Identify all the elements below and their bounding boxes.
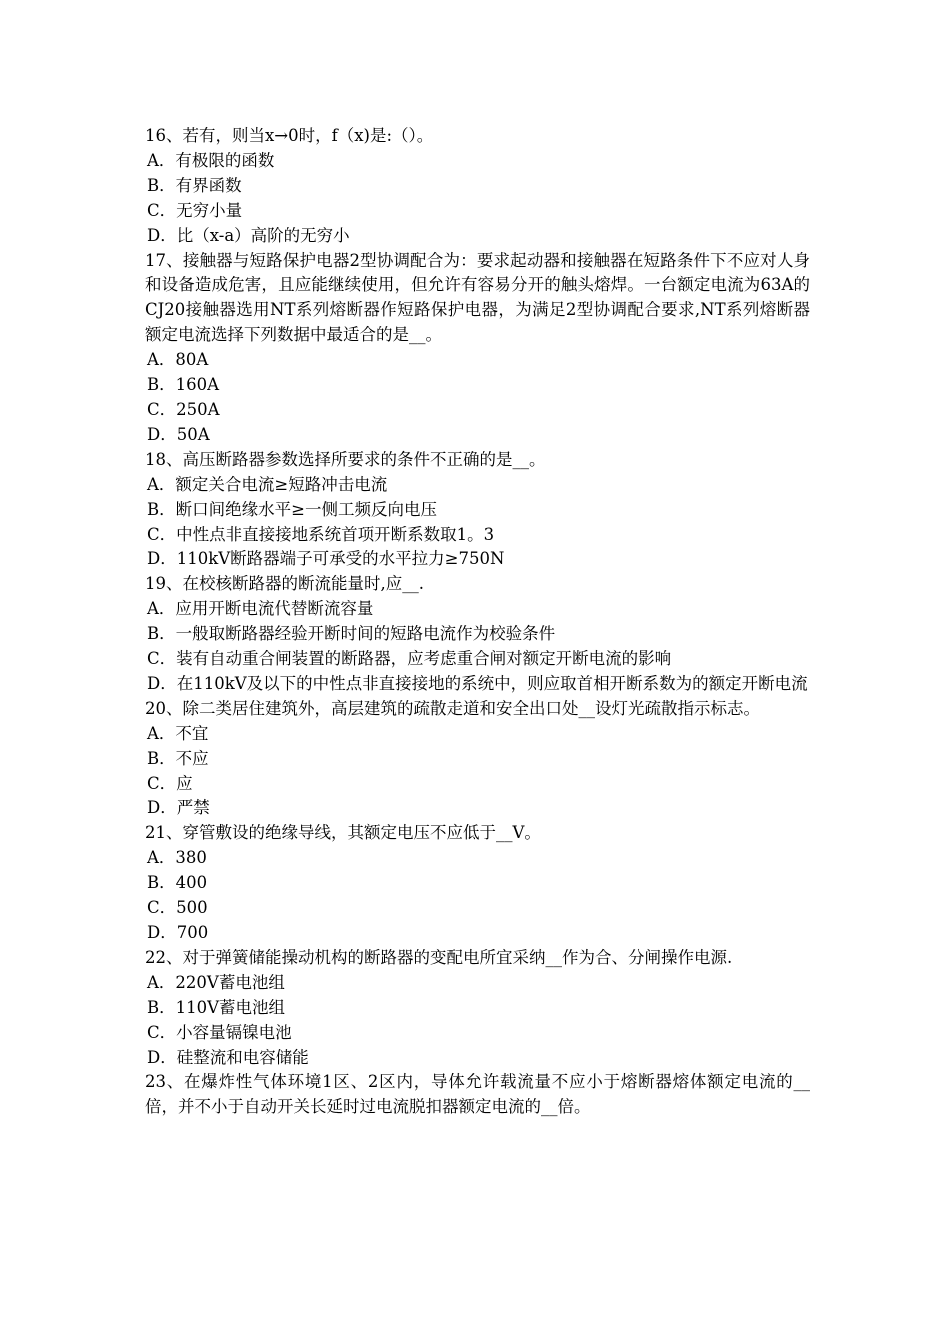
question-22-option-a: A．220V蓄电池组 <box>147 972 285 992</box>
question-16-option-c: C．无穷小量 <box>147 200 243 220</box>
question-19-option-b: B．一般取断路器经验开断时间的短路电流作为校验条件 <box>147 624 556 644</box>
question-22-option-c: C．小容量镉镍电池 <box>147 1022 292 1042</box>
question-20-text: 20、除二类居住建筑外，高层建筑的疏散走道和安全出口处__设灯光疏散指示标志。 <box>145 698 760 718</box>
question-17-option-d: D．50A <box>147 424 210 444</box>
question-17-text: 17、接触器与短路保护电器2型协调配合为：要求起动器和接触器在短路条件下不应对人身和设备造成危害，且应能继续使用，但允许有容易分开的触头熔焊。一台额定电流为63A的CJ20接触器选用NT系列熔断器作短路保护电器，为满足2型协调配合要求,NT系列熔断器额定电流选择下列数据中最适合的是__。 <box>145 250 810 345</box>
question-19-option-c: C．装有自动重合闸装置的断路器，应考虑重合闸对额定开断电流的影响 <box>147 649 672 669</box>
question-16-text: 16、若有，则当x→0时，f（x)是:（）。 <box>145 126 434 145</box>
question-21-option-b: B．400 <box>147 873 208 893</box>
question-17-option-c: C．250A <box>147 399 220 419</box>
question-22-option-d: D．硅整流和电容储能 <box>147 1047 309 1067</box>
question-19-text: 19、在校核断路器的断流能量时,应__. <box>145 574 424 594</box>
question-16-option-d: D．比（x-a）高阶的无穷小 <box>147 225 350 245</box>
question-17-option-b: B．160A <box>147 375 220 395</box>
question-20-option-c: C．应 <box>147 773 193 793</box>
question-18-option-b: B．断口间绝缘水平≥一侧工频反向电压 <box>147 499 437 519</box>
question-19-option-a: A．应用开断电流代替断流容量 <box>147 599 374 619</box>
question-22-text: 22、对于弹簧储能操动机构的断路器的变配电所宜采纳__作为合、分闸操作电源. <box>145 947 733 967</box>
question-23-text: 23、在爆炸性气体环境1区、2区内，导体允许载流量不应小于熔断器熔体额定电流的__倍，并不小于自动开关长延时过电流脱扣器额定电流的__倍。 <box>145 1072 810 1117</box>
question-19-option-d: D．在110kV及以下的中性点非直接接地的系统中，则应取首相开断系数为的额定开断电流 <box>147 673 808 693</box>
question-21-option-c: C．500 <box>147 898 208 918</box>
question-17-option-a: A．80A <box>147 350 209 370</box>
question-18-option-a: A．额定关合电流≥短路冲击电流 <box>147 474 388 494</box>
question-20-option-a: A．不宜 <box>147 723 209 743</box>
question-20-option-d: D．严禁 <box>147 798 210 818</box>
question-21-text: 21、穿管敷设的绝缘导线，其额定电压不应低于__V。 <box>145 823 541 843</box>
question-21-option-a: A．380 <box>147 848 207 868</box>
question-18-text: 18、高压断路器参数选择所要求的条件不正确的是__。 <box>145 449 546 469</box>
question-20-option-b: B．不应 <box>147 748 209 768</box>
question-16-option-a: A．有极限的函数 <box>147 150 275 170</box>
question-18-option-c: C．中性点非直接接地系统首项开断系数取1。3 <box>147 524 495 544</box>
question-16-option-b: B．有界函数 <box>147 175 242 195</box>
question-21-option-d: D．700 <box>147 923 209 942</box>
question-22-option-b: B．110V蓄电池组 <box>147 997 286 1017</box>
document-page <box>145 124 810 1120</box>
question-18-option-d: D．110kV断路器端子可承受的水平拉力≥750N <box>147 549 505 569</box>
